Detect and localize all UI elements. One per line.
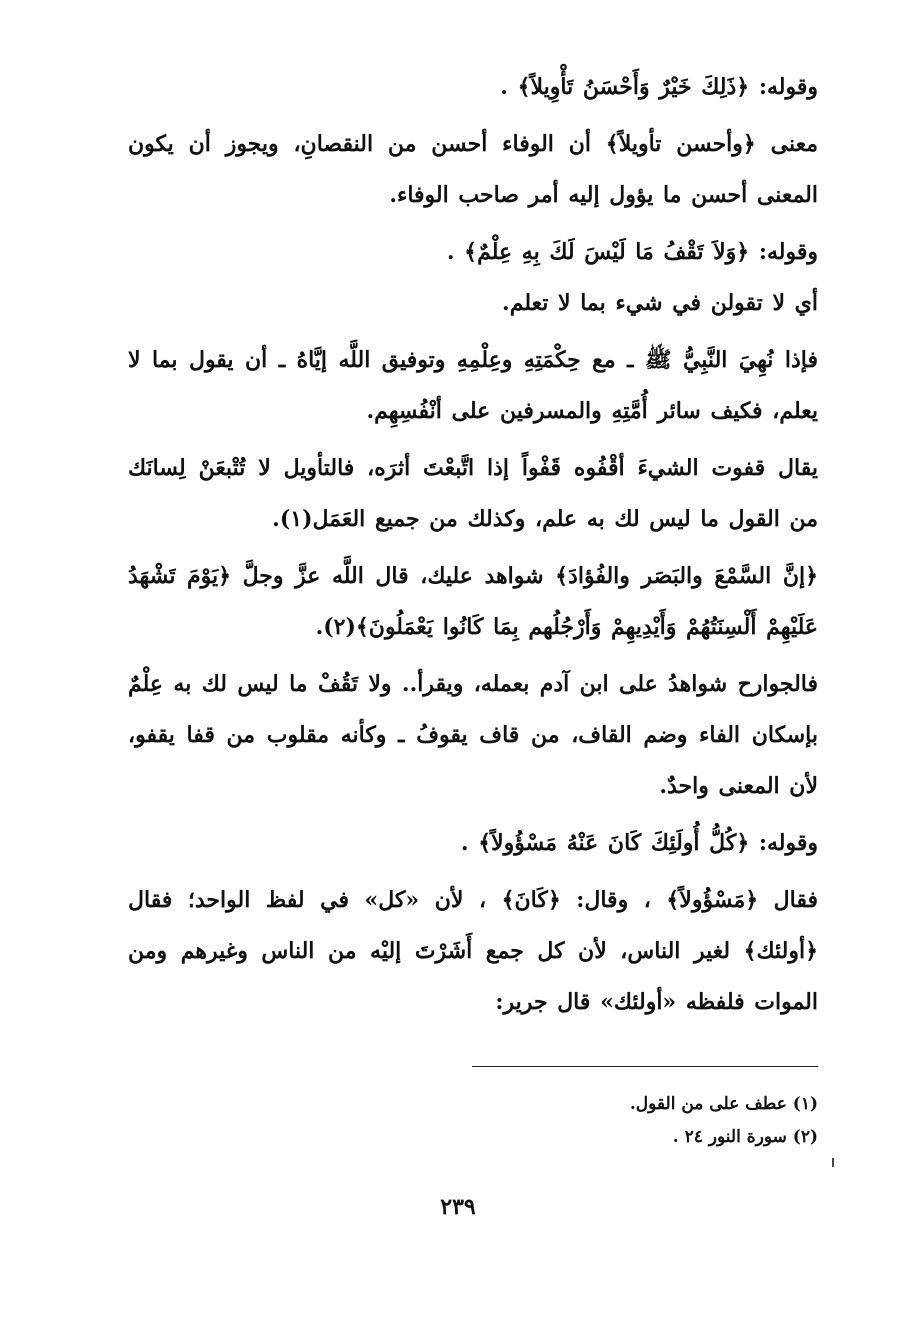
paragraph-3: وقوله: ﴿وَلاَ تَقْفُ مَا لَيْسَ لَكَ بِهِ عِلْمٌ﴾ . — [446, 239, 818, 265]
margin-mark — [832, 1158, 834, 1167]
paragraph-10: فقال ﴿مَسْؤُولاً﴾ ، وقال: ﴿كَانَ﴾ ، لأن «كل» في لفظ الواحد؛ فقال ﴿أولئك﴾ لغير الناس، لأن كل جمع أَشَرْتَ إليْه من الناس وغيرهم ومن الموات فلفظه «أولئك» قال جرير: — [128, 887, 818, 1015]
paragraph-9: وقوله: ﴿كُلُّ أُولَئِكَ كَانَ عَنْهُ مَسْؤُولاً﴾ . — [460, 830, 818, 856]
footnote-divider — [472, 1066, 818, 1067]
page-number: ٢٣٩ — [440, 1194, 476, 1220]
paragraph-4: أي لا تقولن في شيء بما لا تعلم. — [502, 290, 818, 316]
paragraph-7: ﴿إنَّ السَّمْعَ والبَصَر والفُؤادَ﴾ شواهد عليك، قال اللَّه عزَّ وجلَّ ﴿يَوْمَ تَشْهَدُ عَلَيْهِمْ أَلْسِنَتُهُمْ وَأَيْدِيهِمْ وَأَرْجُلُهم بِمَا كَانُوا يَعْمَلُونَ﴾(٢). — [128, 563, 818, 640]
paragraph-2: معنى ﴿وأحسن تأويلاً﴾ أن الوفاء أحسن من النقصانِ، ويجوز أن يكون المعنى أحسن ما يؤول إليه أمر صاحب الوفاء. — [128, 131, 818, 208]
paragraph-6: يقال قفوت الشيءَ أقْفُوه قَفْواً إذا اتَّبعْتَ أثرَه، فالتأويل لا تُتْبعَنْ لِسانَك من القول ما ليس لك به علم، وكذلك من جميع العَمَل(١). — [128, 455, 818, 532]
footnote-1: (١) عطف على من القول. — [629, 1094, 818, 1114]
paragraph-8: فالجوارح شواهدُ على ابن آدم بعمله، ويقرأ.. ولا تَقُفْ ما ليس لك به عِلْمٌ بإسكان الفاء وضم القاف، من قاف يقوفُ ـ وكأنه مقلوب من قفا يقفو، لأن المعنى واحدٌ. — [128, 671, 818, 799]
footnote-2: (٢) سورة النور ٢٤ . — [672, 1127, 818, 1147]
paragraph-1: وقوله: ﴿ذَلِكَ خَيْرٌ وَأَحْسَنُ تَأْوِيلاً﴾ . — [500, 74, 818, 100]
main-text — [128, 62, 818, 1028]
paragraph-5: فإذا نُهِيَ النَّبِيُّ ﷺ ـ مع حِكْمَتِهِ وعِلْمِهِ وتوفيق اللَّه إيَّاهُ ـ أن يقول بما لا يعلم، فكيف سائر أُمَّتِهِ والمسرفين على أنْفُسِهِم. — [128, 347, 818, 424]
footnotes — [400, 1088, 818, 1154]
